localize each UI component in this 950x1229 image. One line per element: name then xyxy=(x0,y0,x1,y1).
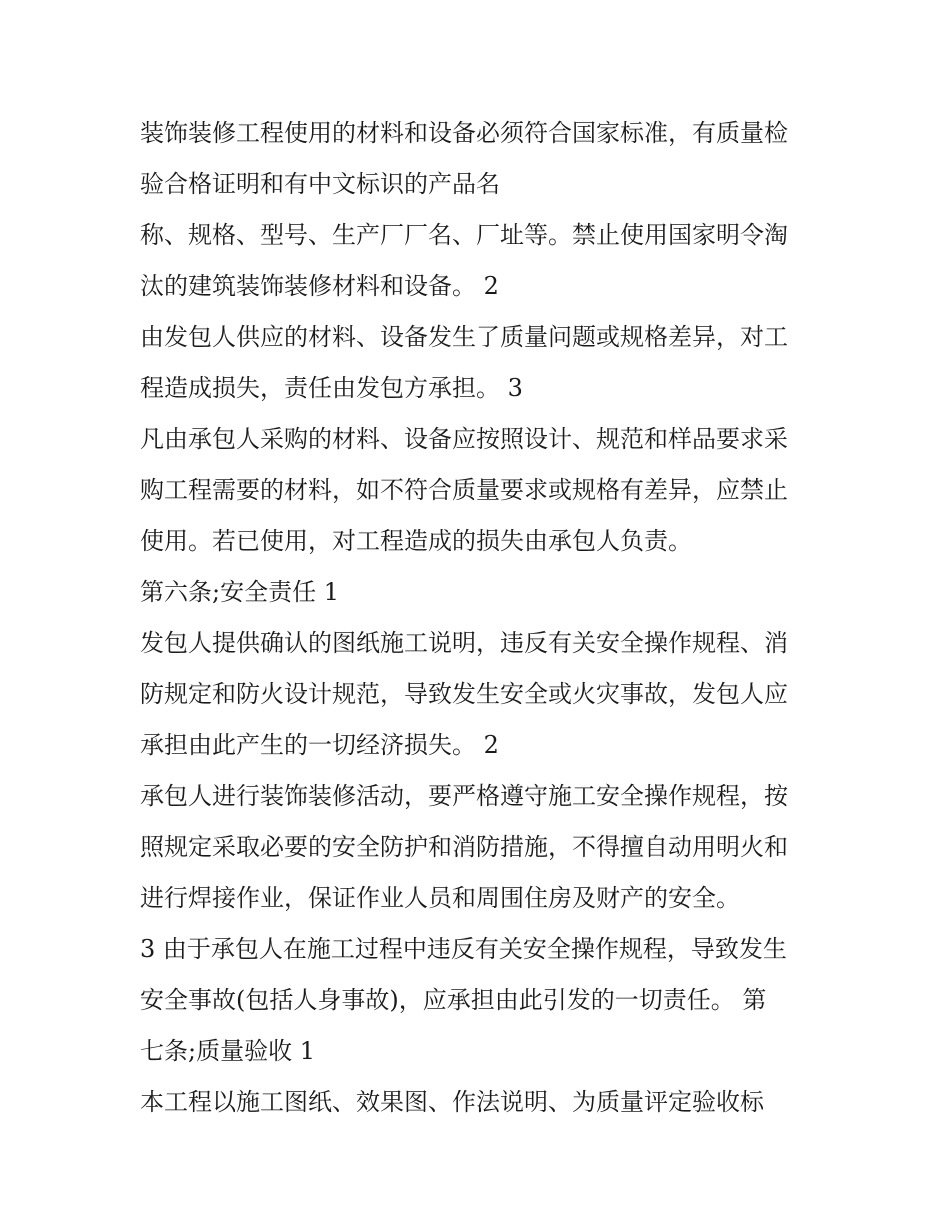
section-heading: 第六条;安全责任 1 xyxy=(140,578,339,606)
text-line: 购工程需要的材料，如不符合质量要求或规格有差异，应禁止 xyxy=(140,476,788,504)
text-line: 3 由于承包人在施工过程中违反有关安全操作规程，导致发生 xyxy=(140,935,787,963)
text-line: 凡由承包人采购的材料、设备应按照设计、规范和样品要求采 xyxy=(140,425,788,453)
text-line: 承担由此产生的一切经济损失。 2 xyxy=(140,731,499,759)
text-line: 由发包人供应的材料、设备发生了质量问题或规格差异，对工 xyxy=(140,323,788,351)
text-line: 本工程以施工图纸、效果图、作法说明、为质量评定验收标 xyxy=(140,1088,764,1116)
text-line: 发包人提供确认的图纸施工说明，违反有关安全操作规程、消 xyxy=(140,629,788,657)
text-line: 安全事故(包括人身事故)，应承担由此引发的一切责任。 第 xyxy=(140,986,767,1014)
text-line: 汰的建筑装饰装修材料和设备。 2 xyxy=(140,272,499,300)
document-body xyxy=(140,108,820,1128)
text-line: 称、规格、型号、生产厂厂名、厂址等。禁止使用国家明令淘 xyxy=(140,221,788,249)
text-line: 使用。若已使用，对工程造成的损失由承包人负责。 xyxy=(140,527,692,555)
section-heading: 七条;质量验收 1 xyxy=(140,1037,315,1065)
text-line: 装饰装修工程使用的材料和设备必须符合国家标准，有质量检 xyxy=(140,119,788,147)
text-line: 验合格证明和有中文标识的产品名 xyxy=(140,170,500,198)
text-line: 照规定采取必要的安全防护和消防措施，不得擅自动用明火和 xyxy=(140,833,788,861)
text-line: 承包人进行装饰装修活动，要严格遵守施工安全操作规程，按 xyxy=(140,782,788,810)
text-line: 程造成损失，责任由发包方承担。 3 xyxy=(140,374,523,402)
text-line: 进行焊接作业，保证作业人员和周围住房及财产的安全。 xyxy=(140,884,740,912)
text-line: 防规定和防火设计规范，导致发生安全或火灾事故，发包人应 xyxy=(140,680,788,708)
